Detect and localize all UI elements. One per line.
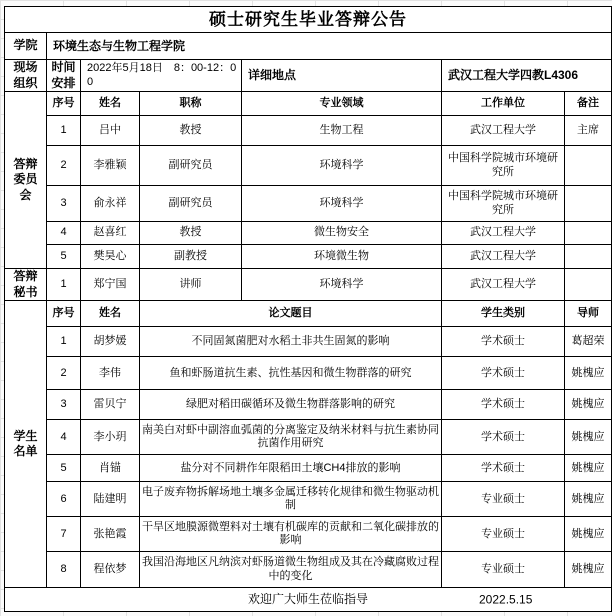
footer-row (5, 588, 612, 612)
thesis-cell: 盐分对不同耕作年限稻田土壤CH4排放的影响 (140, 455, 442, 482)
student-row (5, 327, 612, 357)
committee-row (5, 186, 612, 222)
defense-announcement-table (4, 6, 612, 612)
category-cell: 学术硕士 (442, 327, 565, 357)
page-title: 硕士研究生毕业答辩公告 (5, 7, 612, 33)
student-row (5, 455, 612, 482)
students-header-row (5, 301, 612, 327)
committee-row (5, 245, 612, 269)
col-header-thesis: 论文题目 (140, 301, 442, 327)
venue-label: 详细地点 (242, 60, 442, 92)
title-row (5, 7, 612, 33)
org-label: 现场组织 (5, 60, 47, 92)
remark-cell (565, 222, 612, 245)
name-cell: 李雅颖 (81, 146, 140, 186)
col-header-name: 姓名 (81, 92, 140, 116)
category-cell: 学术硕士 (442, 357, 565, 390)
committee-section-label: 答辩委员会 (5, 92, 47, 269)
field-cell: 环境微生物 (242, 245, 442, 269)
col-header-mentor: 导师 (565, 301, 612, 327)
seq-cell: 2 (47, 146, 81, 186)
mentor-cell: 姚槐应 (565, 390, 612, 420)
title-cell: 讲师 (140, 269, 242, 301)
mentor-cell: 葛超荣 (565, 327, 612, 357)
student-row (5, 552, 612, 588)
committee-row (5, 146, 612, 186)
category-cell: 专业硕士 (442, 482, 565, 517)
name-cell: 陆建明 (81, 482, 140, 517)
title-cell: 教授 (140, 116, 242, 146)
name-cell: 郑宁国 (81, 269, 140, 301)
thesis-cell: 电子废弃物拆解场地土壤多金属迁移转化规律和微生物驱动机制 (140, 482, 442, 517)
unit-cell: 中国科学院城市环境研究所 (442, 146, 565, 186)
secretary-row (5, 269, 612, 301)
name-cell: 吕中 (81, 116, 140, 146)
col-header-name: 姓名 (81, 301, 140, 327)
name-cell: 李伟 (81, 357, 140, 390)
student-row (5, 390, 612, 420)
seq-cell: 5 (47, 245, 81, 269)
student-row (5, 482, 612, 517)
organization-row (5, 60, 612, 92)
name-cell: 李小玥 (81, 420, 140, 455)
name-cell: 赵喜红 (81, 222, 140, 245)
title-cell: 副教授 (140, 245, 242, 269)
seq-cell: 4 (47, 420, 81, 455)
time-value: 2022年5月18日 8：00-12：00 (81, 60, 242, 92)
seq-cell: 2 (47, 357, 81, 390)
thesis-cell: 干旱区地膜源微塑料对土壤有机碳库的贡献和二氧化碳排放的影响 (140, 517, 442, 552)
mentor-cell: 姚槐应 (565, 482, 612, 517)
title-cell: 副研究员 (140, 146, 242, 186)
seq-cell: 3 (47, 390, 81, 420)
unit-cell: 武汉工程大学 (442, 222, 565, 245)
college-row (5, 33, 612, 60)
col-header-seq: 序号 (47, 301, 81, 327)
secretary-section-label: 答辩秘书 (5, 269, 47, 301)
field-cell: 微生物安全 (242, 222, 442, 245)
mentor-cell: 姚槐应 (565, 455, 612, 482)
college-value: 环境生态与生物工程学院 (47, 33, 612, 60)
col-header-title: 职称 (140, 92, 242, 116)
thesis-cell: 南美白对虾中副溶血弧菌的分离鉴定及纳米材料与抗生素协同抗菌作用研究 (140, 420, 442, 455)
committee-header-row (5, 92, 612, 116)
category-cell: 学术硕士 (442, 390, 565, 420)
seq-cell: 4 (47, 222, 81, 245)
mentor-cell: 姚槐应 (565, 420, 612, 455)
category-cell: 专业硕士 (442, 517, 565, 552)
category-cell: 专业硕士 (442, 552, 565, 588)
category-cell: 学术硕士 (442, 420, 565, 455)
mentor-cell: 姚槐应 (565, 357, 612, 390)
name-cell: 樊昊心 (81, 245, 140, 269)
seq-cell: 7 (47, 517, 81, 552)
field-cell: 环境科学 (242, 269, 442, 301)
name-cell: 肖锚 (81, 455, 140, 482)
col-header-seq: 序号 (47, 92, 81, 116)
remark-cell: 主席 (565, 116, 612, 146)
venue-value: 武汉工程大学四教L4306 (442, 60, 612, 92)
thesis-cell: 我国沿海地区凡纳滨对虾肠道微生物组成及其在冷藏腐败过程中的变化 (140, 552, 442, 588)
name-cell: 程依梦 (81, 552, 140, 588)
mentor-cell: 姚槐应 (565, 517, 612, 552)
seq-cell: 1 (47, 269, 81, 301)
col-header-category: 学生类别 (442, 301, 565, 327)
title-cell: 教授 (140, 222, 242, 245)
col-header-field: 专业领域 (242, 92, 442, 116)
remark-cell (565, 269, 612, 301)
footer-date: 2022.5.15 (479, 592, 533, 607)
unit-cell: 武汉工程大学 (442, 116, 565, 146)
time-label: 时间安排 (47, 60, 81, 92)
college-label: 学院 (5, 33, 47, 60)
committee-row (5, 222, 612, 245)
committee-row (5, 116, 612, 146)
mentor-cell: 姚槐应 (565, 552, 612, 588)
thesis-cell: 不同固氮菌肥对水稻土非共生固氮的影响 (140, 327, 442, 357)
name-cell: 雷贝宁 (81, 390, 140, 420)
seq-cell: 8 (47, 552, 81, 588)
thesis-cell: 绿肥对稻田碳循环及微生物群落影响的研究 (140, 390, 442, 420)
field-cell: 环境科学 (242, 186, 442, 222)
col-header-unit: 工作单位 (442, 92, 565, 116)
col-header-remark: 备注 (565, 92, 612, 116)
students-section-label: 学生名单 (5, 301, 47, 588)
name-cell: 胡梦媛 (81, 327, 140, 357)
seq-cell: 1 (47, 327, 81, 357)
seq-cell: 5 (47, 455, 81, 482)
footer-cell (5, 588, 612, 612)
footer-message: 欢迎广大师生莅临指导 (247, 592, 368, 607)
seq-cell: 6 (47, 482, 81, 517)
name-cell: 张艳霞 (81, 517, 140, 552)
unit-cell: 武汉工程大学 (442, 269, 565, 301)
unit-cell: 武汉工程大学 (442, 245, 565, 269)
seq-cell: 1 (47, 116, 81, 146)
student-row (5, 517, 612, 552)
thesis-cell: 鱼和虾肠道抗生素、抗性基因和微生物群落的研究 (140, 357, 442, 390)
remark-cell (565, 146, 612, 186)
student-row (5, 357, 612, 390)
field-cell: 环境科学 (242, 146, 442, 186)
unit-cell: 中国科学院城市环境研究所 (442, 186, 565, 222)
name-cell: 俞永祥 (81, 186, 140, 222)
remark-cell (565, 245, 612, 269)
remark-cell (565, 186, 612, 222)
category-cell: 学术硕士 (442, 455, 565, 482)
seq-cell: 3 (47, 186, 81, 222)
title-cell: 副研究员 (140, 186, 242, 222)
field-cell: 生物工程 (242, 116, 442, 146)
student-row (5, 420, 612, 455)
